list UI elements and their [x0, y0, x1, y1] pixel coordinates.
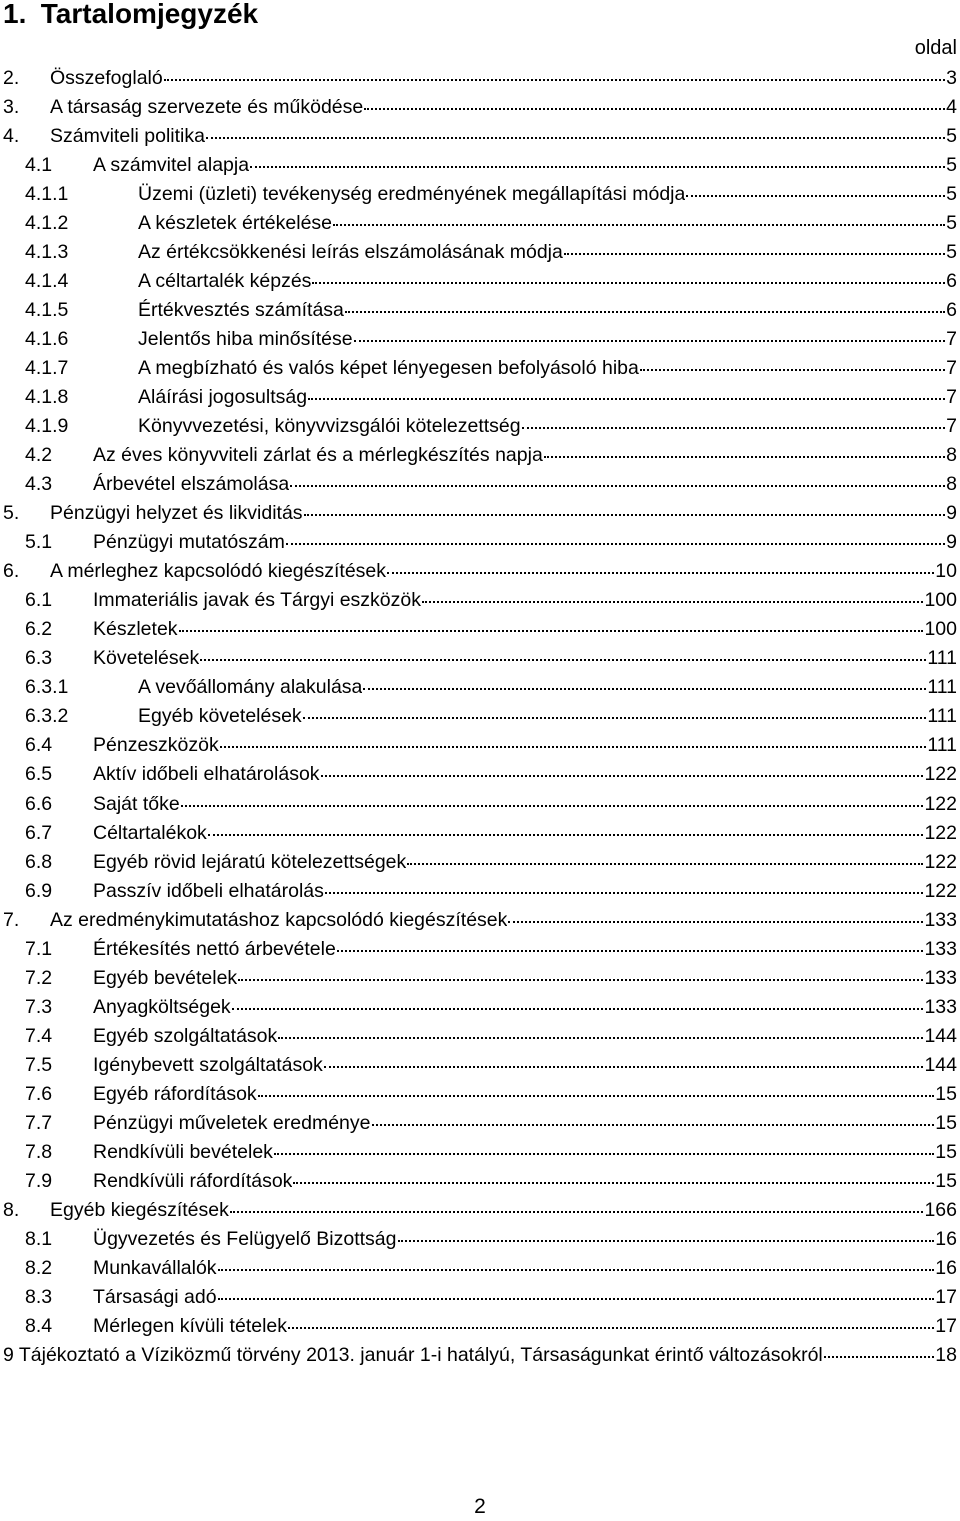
toc-entry-leader	[258, 1095, 935, 1097]
toc-entry-leader	[303, 717, 927, 719]
toc-entry-number: 7.6	[25, 1082, 53, 1105]
toc-entry-page: 166	[924, 1198, 957, 1221]
toc-entry-number: 7.8	[25, 1140, 53, 1163]
toc-entry-number: 7.9	[25, 1169, 53, 1192]
toc-entry-leader	[220, 746, 927, 748]
toc-entry-page: 144	[924, 1053, 957, 1076]
toc-entry-leader	[200, 659, 926, 661]
toc-entry-number: 6.7	[25, 821, 53, 844]
toc-entry-page: 6	[946, 299, 957, 322]
toc-entry-number: 7.	[3, 908, 20, 931]
toc-entry-leader	[321, 775, 924, 777]
toc-entry-page: 10	[935, 560, 957, 583]
toc-entry-page: 122	[924, 821, 957, 844]
toc-entry[interactable]	[0, 354, 960, 383]
toc-entry[interactable]	[0, 1196, 960, 1225]
toc-entry-number: 5.1	[25, 531, 53, 554]
toc-entry-leader	[181, 805, 924, 807]
toc-entry-title: Árbevétel elszámolása	[93, 473, 290, 496]
toc-entry-page: 5	[946, 154, 957, 177]
toc-entry-title: A mérleghez kapcsolódó kiegészítések	[50, 560, 387, 583]
toc-entry-leader	[333, 224, 945, 226]
toc-entry[interactable]	[0, 557, 960, 586]
toc-entry-number: 7.1	[25, 937, 53, 960]
toc-entry-page: 16	[935, 1227, 957, 1250]
toc-entry-number: 6.1	[25, 589, 53, 612]
toc-entry-title: Immateriális javak és Tárgyi eszközök	[93, 589, 421, 612]
toc-entry-leader	[345, 311, 945, 313]
toc-entry-title: Egyéb követelések	[138, 705, 302, 728]
toc-entry-page: 9	[946, 502, 957, 525]
toc-entry[interactable]	[0, 1341, 960, 1370]
toc-entry-title: Pénzügyi helyzet és likviditás	[50, 502, 303, 525]
toc-entry-page: 15	[935, 1169, 957, 1192]
toc-entry-page: 122	[924, 879, 957, 902]
toc-entry-leader	[387, 572, 934, 574]
toc-entry-number: 4.3	[25, 473, 53, 496]
toc-heading-title: Tartalomjegyzék	[40, 0, 259, 29]
toc-entry[interactable]	[0, 267, 960, 296]
toc-entry[interactable]	[0, 673, 960, 702]
toc-entry-leader	[218, 1298, 935, 1300]
toc-entry-number: 7.3	[25, 995, 53, 1018]
toc-entry-page: 133	[924, 995, 957, 1018]
toc-entry-page: 111	[927, 647, 957, 670]
toc-entry-title: Az értékcsökkenési leírás elszámolásának módja	[138, 241, 563, 264]
toc-entry-page: 8	[946, 444, 957, 467]
toc-entry-title: Számviteli politika	[50, 125, 205, 148]
toc-entry-leader	[422, 601, 923, 603]
toc-entry-title: A társaság szervezete és működése	[50, 96, 364, 119]
toc-entry[interactable]	[0, 93, 960, 122]
toc-entry-title: Jelentős hiba minősítése	[138, 328, 353, 351]
toc-entry[interactable]	[0, 296, 960, 325]
toc-entry-title: Az eredménykimutatáshoz kapcsolódó kiegészítések	[50, 908, 508, 931]
toc-entry-page: 111	[927, 676, 957, 699]
toc-entry-number: 8.2	[25, 1256, 53, 1279]
toc-entry-title: Munkavállalók	[93, 1256, 217, 1279]
toc-entry-title: Mérlegen kívüli tételek	[93, 1314, 288, 1337]
toc-entry-number: 4.1.6	[25, 328, 69, 351]
toc-entry[interactable]	[0, 1225, 960, 1254]
toc-entry-page: 16	[935, 1256, 957, 1279]
toc-entry-number: 9	[3, 1343, 14, 1366]
toc-entry-leader	[238, 979, 923, 981]
toc-entry-title: Készletek	[93, 618, 178, 641]
toc-entry[interactable]	[0, 702, 960, 731]
toc-entry-page: 122	[924, 850, 957, 873]
toc-entry[interactable]	[0, 412, 960, 441]
toc-entry-page: 6	[946, 270, 957, 293]
toc-entry-title: Saját tőke	[93, 792, 180, 815]
toc-entry-number: 6.	[3, 560, 20, 583]
toc-entry-title: Céltartalékok	[93, 821, 207, 844]
toc-entry-page: 5	[946, 183, 957, 206]
toc-entry[interactable]	[0, 1051, 960, 1080]
toc-entry-leader	[364, 108, 945, 110]
toc-entry[interactable]	[0, 906, 960, 935]
toc-entry-page: 15	[935, 1082, 957, 1105]
toc-entry[interactable]	[0, 383, 960, 412]
toc-entry-number: 6.2	[25, 618, 53, 641]
toc-entry-leader	[372, 1124, 935, 1126]
toc-entry-number: 8.1	[25, 1227, 53, 1250]
toc-entry-leader	[274, 1153, 934, 1155]
toc-entry-number: 6.8	[25, 850, 53, 873]
toc-entry[interactable]	[0, 760, 960, 789]
toc-entry-number: 2.	[3, 67, 20, 89]
toc-entry-number: 4.1.1	[25, 183, 69, 206]
toc-entry-page: 3	[946, 67, 957, 89]
toc-entry-title: Könyvvezetési, könyvvizsgálói kötelezettség	[138, 415, 521, 438]
toc-entry[interactable]	[0, 1312, 960, 1341]
toc-entry-number: 6.3.2	[25, 705, 69, 728]
toc-entry-page: 17	[935, 1314, 957, 1337]
toc-entry-number: 6.5	[25, 763, 53, 786]
toc-entry-title: Értékvesztés számítása	[138, 299, 344, 322]
toc-entry-leader	[337, 950, 924, 952]
toc-entry-title: A készletek értékelése	[138, 212, 333, 235]
toc-entry-number: 4.1.4	[25, 270, 69, 293]
toc-entry-leader	[686, 195, 945, 197]
toc-entry[interactable]	[0, 790, 960, 819]
toc-entry-leader	[293, 1182, 934, 1184]
toc-entry-title: Pénzügyi mutatószám	[93, 531, 285, 554]
toc-entry-page: 111	[927, 734, 957, 757]
toc-entry-leader	[179, 630, 924, 632]
toc-entry-leader	[824, 1356, 935, 1358]
toc-entry[interactable]	[0, 935, 960, 964]
toc-entry-title: Egyéb bevételek	[93, 966, 238, 989]
toc-entry-page: 15	[935, 1140, 957, 1163]
toc-entry-page: 4	[946, 96, 957, 119]
toc-entry-leader	[308, 398, 945, 400]
toc-entry-number: 7.2	[25, 966, 53, 989]
toc-entry-title: Társasági adó	[93, 1285, 217, 1308]
toc-entry-page: 100	[924, 618, 957, 641]
toc-entry-leader	[564, 253, 945, 255]
toc-entry[interactable]	[0, 209, 960, 238]
toc-entry-leader	[164, 79, 945, 81]
toc-entry-page: 7	[946, 415, 957, 438]
toc-entry[interactable]	[0, 877, 960, 906]
toc-entry-title: Egyéb kiegészítések	[50, 1198, 229, 1221]
toc-entry-title: Aktív időbeli elhatárolások	[93, 763, 320, 786]
toc-entry-page: 7	[946, 357, 957, 380]
toc-entry[interactable]	[0, 644, 960, 673]
toc-entry-title: Passzív időbeli elhatárolás	[93, 879, 324, 902]
toc-entry-leader	[208, 834, 924, 836]
toc-heading	[3, 0, 258, 30]
toc-entry-number: 6.3	[25, 647, 53, 670]
toc-entry[interactable]	[0, 151, 960, 180]
toc-entry[interactable]	[0, 528, 960, 557]
toc-entry-number: 4.2	[25, 444, 53, 467]
toc-entry[interactable]	[0, 180, 960, 209]
toc-entry[interactable]	[0, 122, 960, 151]
toc-entry[interactable]	[0, 499, 960, 528]
toc-entry[interactable]	[0, 238, 960, 267]
toc-entry-leader	[278, 1037, 923, 1039]
toc-entry-number: 6.6	[25, 792, 53, 815]
toc-entry-page: 5	[946, 125, 957, 148]
toc-entry-number: 6.4	[25, 734, 53, 757]
toc-entry[interactable]	[0, 848, 960, 877]
toc-entry-page: 122	[924, 792, 957, 815]
toc-entry-leader	[286, 543, 945, 545]
toc-entry-leader	[398, 1240, 935, 1242]
toc-entry-title: Egyéb rövid lejáratú kötelezettségek	[93, 850, 407, 873]
toc-entry-page: 5	[946, 241, 957, 264]
toc-entry[interactable]	[0, 964, 960, 993]
toc-entry-number: 4.1.8	[25, 386, 69, 409]
toc-entry-leader	[324, 1066, 924, 1068]
toc-entry-page: 5	[946, 212, 957, 235]
toc-entry[interactable]	[0, 1138, 960, 1167]
toc-entry-leader	[290, 485, 945, 487]
toc-entry-page: 133	[924, 937, 957, 960]
toc-entry-title: Követelések	[93, 647, 200, 670]
toc-entry-leader	[508, 921, 923, 923]
toc-entry-page: 17	[935, 1285, 957, 1308]
toc-entry-page: 18	[935, 1343, 957, 1366]
toc-entry-leader	[206, 137, 945, 139]
toc-entry-title: Összefoglaló	[50, 67, 163, 89]
toc-entry[interactable]	[0, 1254, 960, 1283]
toc-entry[interactable]	[0, 615, 960, 644]
toc-entry-number: 8.4	[25, 1314, 53, 1337]
toc-entry-title: Értékesítés nettó árbevétele	[93, 937, 336, 960]
toc-entry[interactable]	[0, 586, 960, 615]
toc-entry-number: 7.4	[25, 1024, 53, 1047]
toc-entry-page: 15	[935, 1111, 957, 1134]
toc-entry-page: 144	[924, 1024, 957, 1047]
toc-entry-leader	[250, 166, 945, 168]
toc-entry-leader	[232, 1008, 924, 1010]
toc-entry-leader	[522, 427, 946, 429]
toc-entry-title: Egyéb ráfordítások	[93, 1082, 257, 1105]
toc-entry-title: Tájékoztató a Víziközmű törvény 2013. január 1-i hatályú, Társaságunkat érintő változásokról	[18, 1343, 823, 1366]
toc-entry-title: Aláírási jogosultság	[138, 386, 308, 409]
toc-entry-number: 4.1.5	[25, 299, 69, 322]
toc-entry-leader	[325, 892, 924, 894]
toc-entry-leader	[363, 688, 926, 690]
toc-entry-leader	[218, 1269, 935, 1271]
toc-entry[interactable]	[0, 64, 960, 93]
toc-entry-page: 7	[946, 386, 957, 409]
toc-entry[interactable]	[0, 731, 960, 760]
toc-entry-leader	[312, 282, 945, 284]
toc-heading-number: 1.	[3, 0, 27, 29]
toc-entry-number: 8.3	[25, 1285, 53, 1308]
toc-entry-number: 6.9	[25, 879, 53, 902]
toc-entry-number: 8.	[3, 1198, 20, 1221]
toc-entry[interactable]	[0, 819, 960, 848]
toc-entry-number: 3.	[3, 96, 20, 119]
toc-entry-title: Pénzeszközök	[93, 734, 219, 757]
toc-entry-page: 133	[924, 908, 957, 931]
toc-entry-title: Ügyvezetés és Felügyelő Bizottság	[93, 1227, 397, 1250]
toc-entry[interactable]	[0, 470, 960, 499]
toc-entry-title: A megbízható és valós képet lényegesen befolyásoló hiba	[138, 357, 639, 380]
toc-entry-number: 5.	[3, 502, 20, 525]
toc-entry[interactable]	[0, 993, 960, 1022]
toc-entry-leader	[288, 1327, 934, 1329]
toc-entry[interactable]	[0, 325, 960, 354]
toc-entry[interactable]	[0, 1283, 960, 1312]
toc-entry-number: 4.1.9	[25, 415, 69, 438]
toc-entry-title: A számvitel alapja	[93, 154, 250, 177]
toc-entry-number: 6.3.1	[25, 676, 69, 699]
toc-entry-page: 7	[946, 328, 957, 351]
toc-entry-leader	[544, 456, 945, 458]
toc-entry-title: Pénzügyi műveletek eredménye	[93, 1111, 371, 1134]
toc-entry-page: 111	[927, 705, 957, 728]
toc-entry-title: Az éves könyvviteli zárlat és a mérlegkészítés napja	[93, 444, 543, 467]
toc-entry-title: Egyéb szolgáltatások	[93, 1024, 278, 1047]
page-column-label: oldal	[914, 37, 957, 59]
toc-entry-number: 7.5	[25, 1053, 53, 1076]
toc-entry-number: 4.1	[25, 154, 53, 177]
toc-entry-leader	[407, 863, 923, 865]
toc-entry-number: 4.	[3, 125, 20, 148]
toc-entry-number: 4.1.3	[25, 241, 69, 264]
toc-entry-title: Anyagköltségek	[93, 995, 231, 1018]
toc-entry-number: 4.1.2	[25, 212, 69, 235]
toc-entry[interactable]	[0, 1167, 960, 1196]
toc-entry-title: Rendkívüli ráfordítások	[93, 1169, 293, 1192]
toc-entry[interactable]	[0, 1109, 960, 1138]
toc-entry-leader	[354, 340, 946, 342]
toc-entry-page: 100	[924, 589, 957, 612]
toc-entry-page: 122	[924, 763, 957, 786]
toc-entry-title: A céltartalék képzés	[138, 270, 312, 293]
toc-entry-page: 8	[946, 473, 957, 496]
toc-entry-title: A vevőállomány alakulása	[138, 676, 363, 699]
toc-entry-page: 9	[946, 531, 957, 554]
page-number: 2	[474, 1495, 486, 1518]
toc-entry-leader	[640, 369, 945, 371]
toc-entry-title: Üzemi (üzleti) tevékenység eredményének megállapítási módja	[138, 183, 686, 206]
toc-entry-title: Rendkívüli bevételek	[93, 1140, 273, 1163]
toc-entry-title: Igénybevett szolgáltatások	[93, 1053, 323, 1076]
toc-entry-leader	[230, 1211, 924, 1213]
toc-entry[interactable]	[0, 1080, 960, 1109]
toc-entry-number: 7.7	[25, 1111, 53, 1134]
toc-entry-number: 4.1.7	[25, 357, 69, 380]
toc-entry-page: 133	[924, 966, 957, 989]
toc-entry[interactable]	[0, 441, 960, 470]
toc-entry-leader	[304, 514, 946, 516]
toc-entry[interactable]	[0, 1022, 960, 1051]
